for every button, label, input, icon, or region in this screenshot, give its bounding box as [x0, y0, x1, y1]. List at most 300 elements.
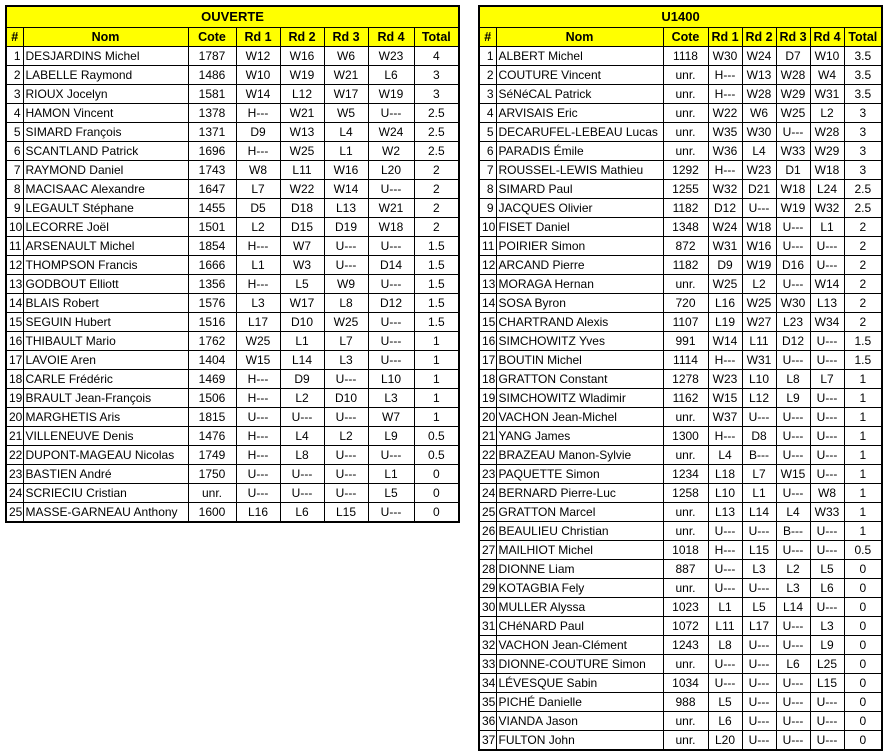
rd2-cell: U--- [280, 408, 324, 427]
table-row [479, 427, 882, 446]
rank-cell: 7 [6, 161, 23, 180]
rating-cell: 1762 [188, 332, 236, 351]
rating-cell: 1576 [188, 294, 236, 313]
table-row [6, 237, 459, 256]
rd1-cell: W37 [708, 408, 742, 427]
rank-cell: 5 [6, 123, 23, 142]
rating-cell: unr. [663, 66, 708, 85]
rank-cell: 23 [6, 465, 23, 484]
rd2-cell: W30 [742, 123, 776, 142]
rd2-cell: L11 [742, 332, 776, 351]
table-row [6, 218, 459, 237]
rd2-cell: W3 [280, 256, 324, 275]
rank-cell: 3 [6, 85, 23, 104]
total-cell: 2 [414, 161, 459, 180]
table-row [6, 484, 459, 503]
rd3-cell: U--- [776, 712, 810, 731]
rd2-cell: W13 [280, 123, 324, 142]
table-row [479, 465, 882, 484]
rating-cell: 1356 [188, 275, 236, 294]
table-row [479, 370, 882, 389]
rank-cell: 32 [479, 636, 496, 655]
rank-cell: 18 [6, 370, 23, 389]
rank-cell: 21 [479, 427, 496, 446]
name-cell: MASSE-GARNEAU Anthony [23, 503, 188, 523]
rd2-cell: W31 [742, 351, 776, 370]
rd4-cell: W29 [810, 142, 844, 161]
table-row [479, 560, 882, 579]
total-cell: 0 [844, 579, 882, 598]
rd4-cell: W32 [810, 199, 844, 218]
rating-cell: 1023 [663, 598, 708, 617]
rd2-cell: U--- [742, 636, 776, 655]
total-cell: 1.5 [414, 275, 459, 294]
rating-cell: 1455 [188, 199, 236, 218]
table-row [6, 256, 459, 275]
rank-cell: 25 [6, 503, 23, 523]
rd3-cell: U--- [776, 408, 810, 427]
total-cell: 2 [414, 218, 459, 237]
rd2-cell: W13 [742, 66, 776, 85]
rd4-cell: U--- [810, 541, 844, 560]
rd2-cell: D21 [742, 180, 776, 199]
name-cell: PARADIS Émile [496, 142, 663, 161]
rd1-cell: H--- [236, 275, 280, 294]
rank-cell: 11 [6, 237, 23, 256]
total-cell: 0 [844, 598, 882, 617]
col-header-rd4: Rd 4 [368, 28, 414, 47]
rating-cell: 1243 [663, 636, 708, 655]
rank-cell: 3 [479, 85, 496, 104]
name-cell: MARGHETIS Aris [23, 408, 188, 427]
rd1-cell: L8 [708, 636, 742, 655]
rd3-cell: U--- [776, 275, 810, 294]
standings-table-u1400 [478, 5, 883, 751]
rd2-cell: U--- [742, 408, 776, 427]
rd1-cell: L16 [236, 503, 280, 523]
table-row [479, 351, 882, 370]
rd1-cell: H--- [236, 104, 280, 123]
rd3-cell: L4 [324, 123, 368, 142]
rd1-cell: L7 [236, 180, 280, 199]
total-cell: 0 [414, 484, 459, 503]
rd2-cell: L12 [742, 389, 776, 408]
rank-cell: 20 [479, 408, 496, 427]
table-row [479, 294, 882, 313]
table-row [6, 104, 459, 123]
rank-cell: 19 [6, 389, 23, 408]
table-row [479, 66, 882, 85]
total-cell: 2 [844, 237, 882, 256]
rating-cell: 1815 [188, 408, 236, 427]
name-cell: SCRIECIU Cristian [23, 484, 188, 503]
rd3-cell: W21 [324, 66, 368, 85]
rd1-cell: L17 [236, 313, 280, 332]
name-cell: BERNARD Pierre-Luc [496, 484, 663, 503]
rating-cell: 1371 [188, 123, 236, 142]
total-cell: 3 [844, 123, 882, 142]
rd4-cell: U--- [810, 712, 844, 731]
rd1-cell: H--- [708, 85, 742, 104]
rd1-cell: W14 [236, 85, 280, 104]
col-header-rd2: Rd 2 [280, 28, 324, 47]
rd1-cell: L11 [708, 617, 742, 636]
rd2-cell: D10 [280, 313, 324, 332]
rank-cell: 24 [6, 484, 23, 503]
rating-cell: 1696 [188, 142, 236, 161]
total-cell: 2.5 [414, 123, 459, 142]
name-cell: DIONNE Liam [496, 560, 663, 579]
name-cell: ALBERT Michel [496, 47, 663, 66]
rating-cell: 1486 [188, 66, 236, 85]
name-cell: LABELLE Raymond [23, 66, 188, 85]
rd1-cell: H--- [236, 427, 280, 446]
rank-cell: 20 [6, 408, 23, 427]
rd1-cell: U--- [236, 408, 280, 427]
table-row [479, 275, 882, 294]
rank-cell: 31 [479, 617, 496, 636]
rd1-cell: L16 [708, 294, 742, 313]
rd1-cell: L1 [708, 598, 742, 617]
section-title-ouverte: OUVERTE [6, 6, 459, 28]
rd1-cell: W12 [236, 47, 280, 66]
rd4-cell: W7 [368, 408, 414, 427]
name-cell: SIMARD Paul [496, 180, 663, 199]
table-row [6, 446, 459, 465]
rating-cell: 1469 [188, 370, 236, 389]
rating-cell: 1162 [663, 389, 708, 408]
rd3-cell: W25 [324, 313, 368, 332]
name-cell: ARVISAIS Eric [496, 104, 663, 123]
rd1-cell: L5 [708, 693, 742, 712]
name-cell: SéNéCAL Patrick [496, 85, 663, 104]
rank-cell: 14 [6, 294, 23, 313]
total-cell: 0 [844, 674, 882, 693]
total-cell: 0 [844, 693, 882, 712]
rd4-cell: U--- [810, 237, 844, 256]
rd1-cell: W35 [708, 123, 742, 142]
name-cell: YANG James [496, 427, 663, 446]
rank-cell: 24 [479, 484, 496, 503]
rd4-cell: W8 [810, 484, 844, 503]
rd2-cell: L5 [742, 598, 776, 617]
rd1-cell: H--- [708, 541, 742, 560]
rd2-cell: U--- [742, 655, 776, 674]
rd2-cell: L4 [280, 427, 324, 446]
table-row [479, 199, 882, 218]
total-cell: 2.5 [414, 104, 459, 123]
name-cell: BEAULIEU Christian [496, 522, 663, 541]
rank-cell: 8 [6, 180, 23, 199]
name-cell: DUPONT-MAGEAU Nicolas [23, 446, 188, 465]
table-row [6, 85, 459, 104]
table-row [479, 579, 882, 598]
rd4-cell: L10 [368, 370, 414, 389]
rd2-cell: W18 [742, 218, 776, 237]
column-header-row [479, 28, 882, 47]
rd2-cell: B--- [742, 446, 776, 465]
rank-cell: 11 [479, 237, 496, 256]
col-header-rd2: Rd 2 [742, 28, 776, 47]
rd1-cell: W30 [708, 47, 742, 66]
rating-cell: 1750 [188, 465, 236, 484]
rd4-cell: U--- [810, 465, 844, 484]
rank-cell: 10 [479, 218, 496, 237]
rating-cell: 1854 [188, 237, 236, 256]
name-cell: SIMARD François [23, 123, 188, 142]
total-cell: 2 [844, 275, 882, 294]
rd1-cell: W10 [236, 66, 280, 85]
rd2-cell: U--- [742, 579, 776, 598]
total-cell: 0.5 [414, 446, 459, 465]
name-cell: LECORRE Joël [23, 218, 188, 237]
rd4-cell: D14 [368, 256, 414, 275]
rd3-cell: L8 [776, 370, 810, 389]
rd4-cell: W23 [368, 47, 414, 66]
name-cell: CARLE Frédéric [23, 370, 188, 389]
table-row [479, 161, 882, 180]
total-cell: 2 [844, 294, 882, 313]
rank-cell: 27 [479, 541, 496, 560]
table-row [479, 85, 882, 104]
rd2-cell: W16 [280, 47, 324, 66]
rd3-cell: U--- [776, 674, 810, 693]
rd3-cell: L7 [324, 332, 368, 351]
rating-cell: unr. [663, 408, 708, 427]
rank-cell: 16 [479, 332, 496, 351]
rd4-cell: W18 [810, 161, 844, 180]
rd2-cell: L17 [742, 617, 776, 636]
col-header-total: Total [844, 28, 882, 47]
rd4-cell: W24 [368, 123, 414, 142]
standings-body-u1400 [479, 47, 882, 751]
rating-cell: unr. [663, 275, 708, 294]
total-cell: 1 [414, 332, 459, 351]
rd4-cell: L6 [368, 66, 414, 85]
rd4-cell: W31 [810, 85, 844, 104]
name-cell: KOTAGBIA Fely [496, 579, 663, 598]
total-cell: 1 [844, 427, 882, 446]
total-cell: 3.5 [844, 47, 882, 66]
table-row [6, 161, 459, 180]
total-cell: 1 [844, 484, 882, 503]
rd2-cell: W6 [742, 104, 776, 123]
rd1-cell: W25 [708, 275, 742, 294]
rank-cell: 22 [479, 446, 496, 465]
rd2-cell: L1 [742, 484, 776, 503]
rating-cell: 1516 [188, 313, 236, 332]
rd1-cell: U--- [708, 522, 742, 541]
rating-cell: unr. [663, 712, 708, 731]
name-cell: RIOUX Jocelyn [23, 85, 188, 104]
rd2-cell: W24 [742, 47, 776, 66]
rating-cell: 1348 [663, 218, 708, 237]
rd3-cell: U--- [324, 484, 368, 503]
rd3-cell: U--- [776, 237, 810, 256]
rd3-cell: B--- [776, 522, 810, 541]
table-row [479, 731, 882, 751]
rating-cell: 1018 [663, 541, 708, 560]
total-cell: 1 [414, 389, 459, 408]
rank-cell: 4 [479, 104, 496, 123]
standings-body-ouverte [6, 47, 459, 523]
rating-cell: 1666 [188, 256, 236, 275]
rating-cell: 1182 [663, 199, 708, 218]
rank-cell: 30 [479, 598, 496, 617]
rd3-cell: W25 [776, 104, 810, 123]
total-cell: 1 [844, 465, 882, 484]
rank-cell: 25 [479, 503, 496, 522]
name-cell: SIMCHOWITZ Yves [496, 332, 663, 351]
rank-cell: 35 [479, 693, 496, 712]
rating-cell: 1647 [188, 180, 236, 199]
total-cell: 0 [414, 465, 459, 484]
rating-cell: 1118 [663, 47, 708, 66]
rank-cell: 37 [479, 731, 496, 751]
name-cell: VIANDA Jason [496, 712, 663, 731]
rd1-cell: H--- [236, 370, 280, 389]
rd4-cell: W14 [810, 275, 844, 294]
rd2-cell: L7 [742, 465, 776, 484]
rd1-cell: U--- [708, 674, 742, 693]
section-title-u1400: U1400 [479, 6, 882, 28]
table-row [479, 503, 882, 522]
rd3-cell: W5 [324, 104, 368, 123]
table-row [479, 47, 882, 66]
table-row [479, 598, 882, 617]
col-header-rd1: Rd 1 [236, 28, 280, 47]
total-cell: 1.5 [414, 237, 459, 256]
rd3-cell: L2 [776, 560, 810, 579]
rd3-cell: W19 [776, 199, 810, 218]
total-cell: 3.5 [844, 85, 882, 104]
rating-cell: 988 [663, 693, 708, 712]
name-cell: HAMON Vincent [23, 104, 188, 123]
name-cell: FULTON John [496, 731, 663, 751]
rd4-cell: U--- [810, 332, 844, 351]
rd3-cell: L3 [324, 351, 368, 370]
table-row [479, 446, 882, 465]
col-header-rating: Cote [188, 28, 236, 47]
rd3-cell: U--- [324, 370, 368, 389]
rd3-cell: U--- [324, 256, 368, 275]
section-title-row [479, 6, 882, 28]
name-cell: THIBAULT Mario [23, 332, 188, 351]
rating-cell: unr. [663, 142, 708, 161]
total-cell: 4 [414, 47, 459, 66]
rating-cell: 1114 [663, 351, 708, 370]
rd4-cell: U--- [368, 275, 414, 294]
name-cell: LAVOIE Aren [23, 351, 188, 370]
rd3-cell: W33 [776, 142, 810, 161]
rd4-cell: U--- [810, 598, 844, 617]
rank-cell: 6 [6, 142, 23, 161]
rd3-cell: W17 [324, 85, 368, 104]
table-row [6, 389, 459, 408]
name-cell: DESJARDINS Michel [23, 47, 188, 66]
rating-cell: unr. [188, 484, 236, 503]
rd4-cell: U--- [810, 522, 844, 541]
total-cell: 3 [414, 66, 459, 85]
rating-cell: 1278 [663, 370, 708, 389]
rd2-cell: W16 [742, 237, 776, 256]
rd4-cell: U--- [368, 503, 414, 523]
rating-cell: 1255 [663, 180, 708, 199]
rating-cell: unr. [663, 522, 708, 541]
table-row [479, 180, 882, 199]
table-row [6, 332, 459, 351]
col-header-rd1: Rd 1 [708, 28, 742, 47]
total-cell: 2.5 [414, 142, 459, 161]
rd3-cell: U--- [776, 218, 810, 237]
rd4-cell: U--- [368, 104, 414, 123]
rd4-cell: L3 [810, 617, 844, 636]
table-row [6, 47, 459, 66]
total-cell: 0 [844, 655, 882, 674]
rd3-cell: D7 [776, 47, 810, 66]
rd4-cell: L3 [368, 389, 414, 408]
rd2-cell: D9 [280, 370, 324, 389]
rd2-cell: L4 [742, 142, 776, 161]
rank-cell: 2 [6, 66, 23, 85]
rd2-cell: W25 [280, 142, 324, 161]
rd4-cell: U--- [810, 446, 844, 465]
table-row [479, 636, 882, 655]
table-row [6, 370, 459, 389]
rank-cell: 17 [479, 351, 496, 370]
total-cell: 1 [844, 503, 882, 522]
rd4-cell: U--- [810, 256, 844, 275]
table-row [479, 389, 882, 408]
table-row [6, 351, 459, 370]
total-cell: 1 [844, 408, 882, 427]
rd1-cell: W14 [708, 332, 742, 351]
name-cell: GRATTON Constant [496, 370, 663, 389]
table-row [479, 674, 882, 693]
rank-cell: 19 [479, 389, 496, 408]
rank-cell: 10 [6, 218, 23, 237]
rd4-cell: W28 [810, 123, 844, 142]
rd1-cell: W24 [708, 218, 742, 237]
rd4-cell: U--- [368, 237, 414, 256]
rank-cell: 28 [479, 560, 496, 579]
name-cell: SEGUIN Hubert [23, 313, 188, 332]
rd2-cell: L15 [742, 541, 776, 560]
rating-cell: 1506 [188, 389, 236, 408]
rank-cell: 4 [6, 104, 23, 123]
name-cell: SOSA Byron [496, 294, 663, 313]
name-cell: MACISAAC Alexandre [23, 180, 188, 199]
total-cell: 1.5 [414, 313, 459, 332]
name-cell: BASTIEN André [23, 465, 188, 484]
name-cell: ARCAND Pierre [496, 256, 663, 275]
name-cell: MULLER Alyssa [496, 598, 663, 617]
rd4-cell: U--- [368, 313, 414, 332]
rd2-cell: L5 [280, 275, 324, 294]
name-cell: BRAULT Jean-François [23, 389, 188, 408]
rd3-cell: L15 [324, 503, 368, 523]
rd2-cell: L8 [280, 446, 324, 465]
rd2-cell: L2 [742, 275, 776, 294]
rd2-cell: L12 [280, 85, 324, 104]
section-title-row [6, 6, 459, 28]
rd3-cell: L13 [324, 199, 368, 218]
rd2-cell: W27 [742, 313, 776, 332]
rating-cell: unr. [663, 503, 708, 522]
rd1-cell: W15 [236, 351, 280, 370]
name-cell: VACHON Jean-Clément [496, 636, 663, 655]
rd4-cell: L15 [810, 674, 844, 693]
